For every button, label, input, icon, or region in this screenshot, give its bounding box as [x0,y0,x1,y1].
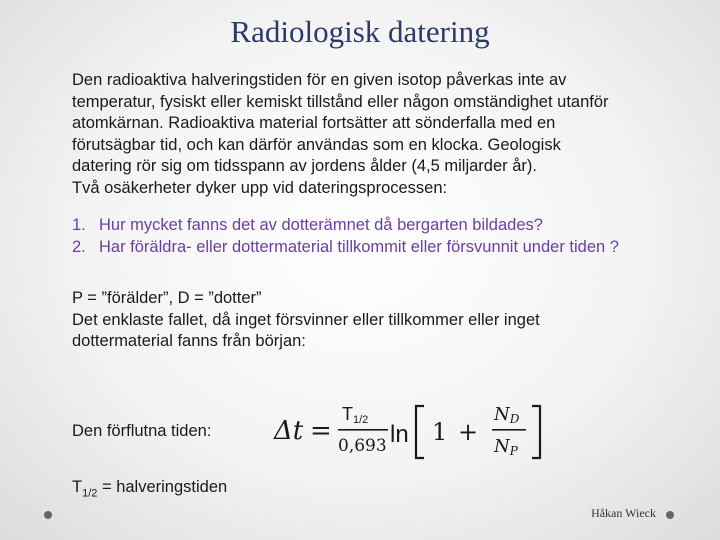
intro-line: Två osäkerheter dyker upp vid dateringsprocessen: [72,178,448,197]
question-number: 2. [72,237,86,256]
fraction-denominator: 0,693 [338,436,387,456]
ratio-denominator-symbol: N [494,436,510,457]
right-decor-dot [666,511,674,519]
formula-equals: = [310,416,332,446]
definition-line: Det enklaste fallet, då inget försvinner eller tillkommer eller inget [72,310,540,329]
halflife-symbol: T [72,478,83,496]
formula-one: 1 [432,418,448,446]
intro-paragraph [72,70,682,199]
intro-line: förutsägbar tid, och kan därför användas som en klocka. Geologisk [72,135,561,154]
halflife-subscript: 1/2 [82,487,98,500]
question-list [72,215,682,258]
ratio-bar [492,429,526,431]
question-item [72,215,682,237]
ratio-denominator-subscript: P [509,444,518,458]
intro-line: temperatur, fysiskt eller kemiskt tillstånd eller någon omständighet utanför [72,92,609,111]
ln-operator: ln [390,421,409,448]
numerator-symbol: T [342,404,353,424]
formula-plus: + [458,418,479,446]
elapsed-time-formula [272,398,592,462]
footer-author: Håkan Wieck [591,506,656,520]
ratio-denominator [493,436,519,458]
question-text: Har föräldra- eller dottermaterial tillkommit eller försvunnit under tiden ? [99,237,619,256]
intro-line: atomkärnan. Radioaktiva material fortsätter att sönderfalla med en [72,114,556,132]
question-item [72,237,682,259]
ratio-numerator-subscript: D [509,412,520,426]
left-bracket [416,406,424,458]
slide-body [72,70,682,353]
intro-line: datering rör sig om tidsspann av jordens ålder (4,5 miljarder år). [72,157,537,175]
halflife-definition [72,478,227,499]
numerator-subscript: 1/2 [353,414,369,426]
halflife-text: = halveringstiden [97,478,228,496]
slide-title: Radiologisk datering [230,14,490,49]
question-number: 1. [72,216,86,234]
definition-paragraph [72,288,682,353]
left-decor-dot [44,511,52,519]
formula-lhs: Δt [274,416,304,446]
ratio-numerator-symbol: N [494,404,510,425]
formula-row [72,398,592,462]
intro-line: Den radioaktiva halveringstiden för en given isotop påverkas inte av [72,71,567,89]
fraction-numerator [342,404,368,426]
formula-label: Den förflutna tiden: [72,422,212,440]
definition-line: P = ”förälder”, D = ”dotter” [72,289,262,307]
definition-line: dottermaterial fanns från början: [72,332,306,350]
right-bracket [532,406,540,458]
fraction-bar [338,429,388,431]
ratio-numerator [493,404,520,426]
question-text: Hur mycket fanns det av dotterämnet då bergarten bildades? [99,216,543,234]
